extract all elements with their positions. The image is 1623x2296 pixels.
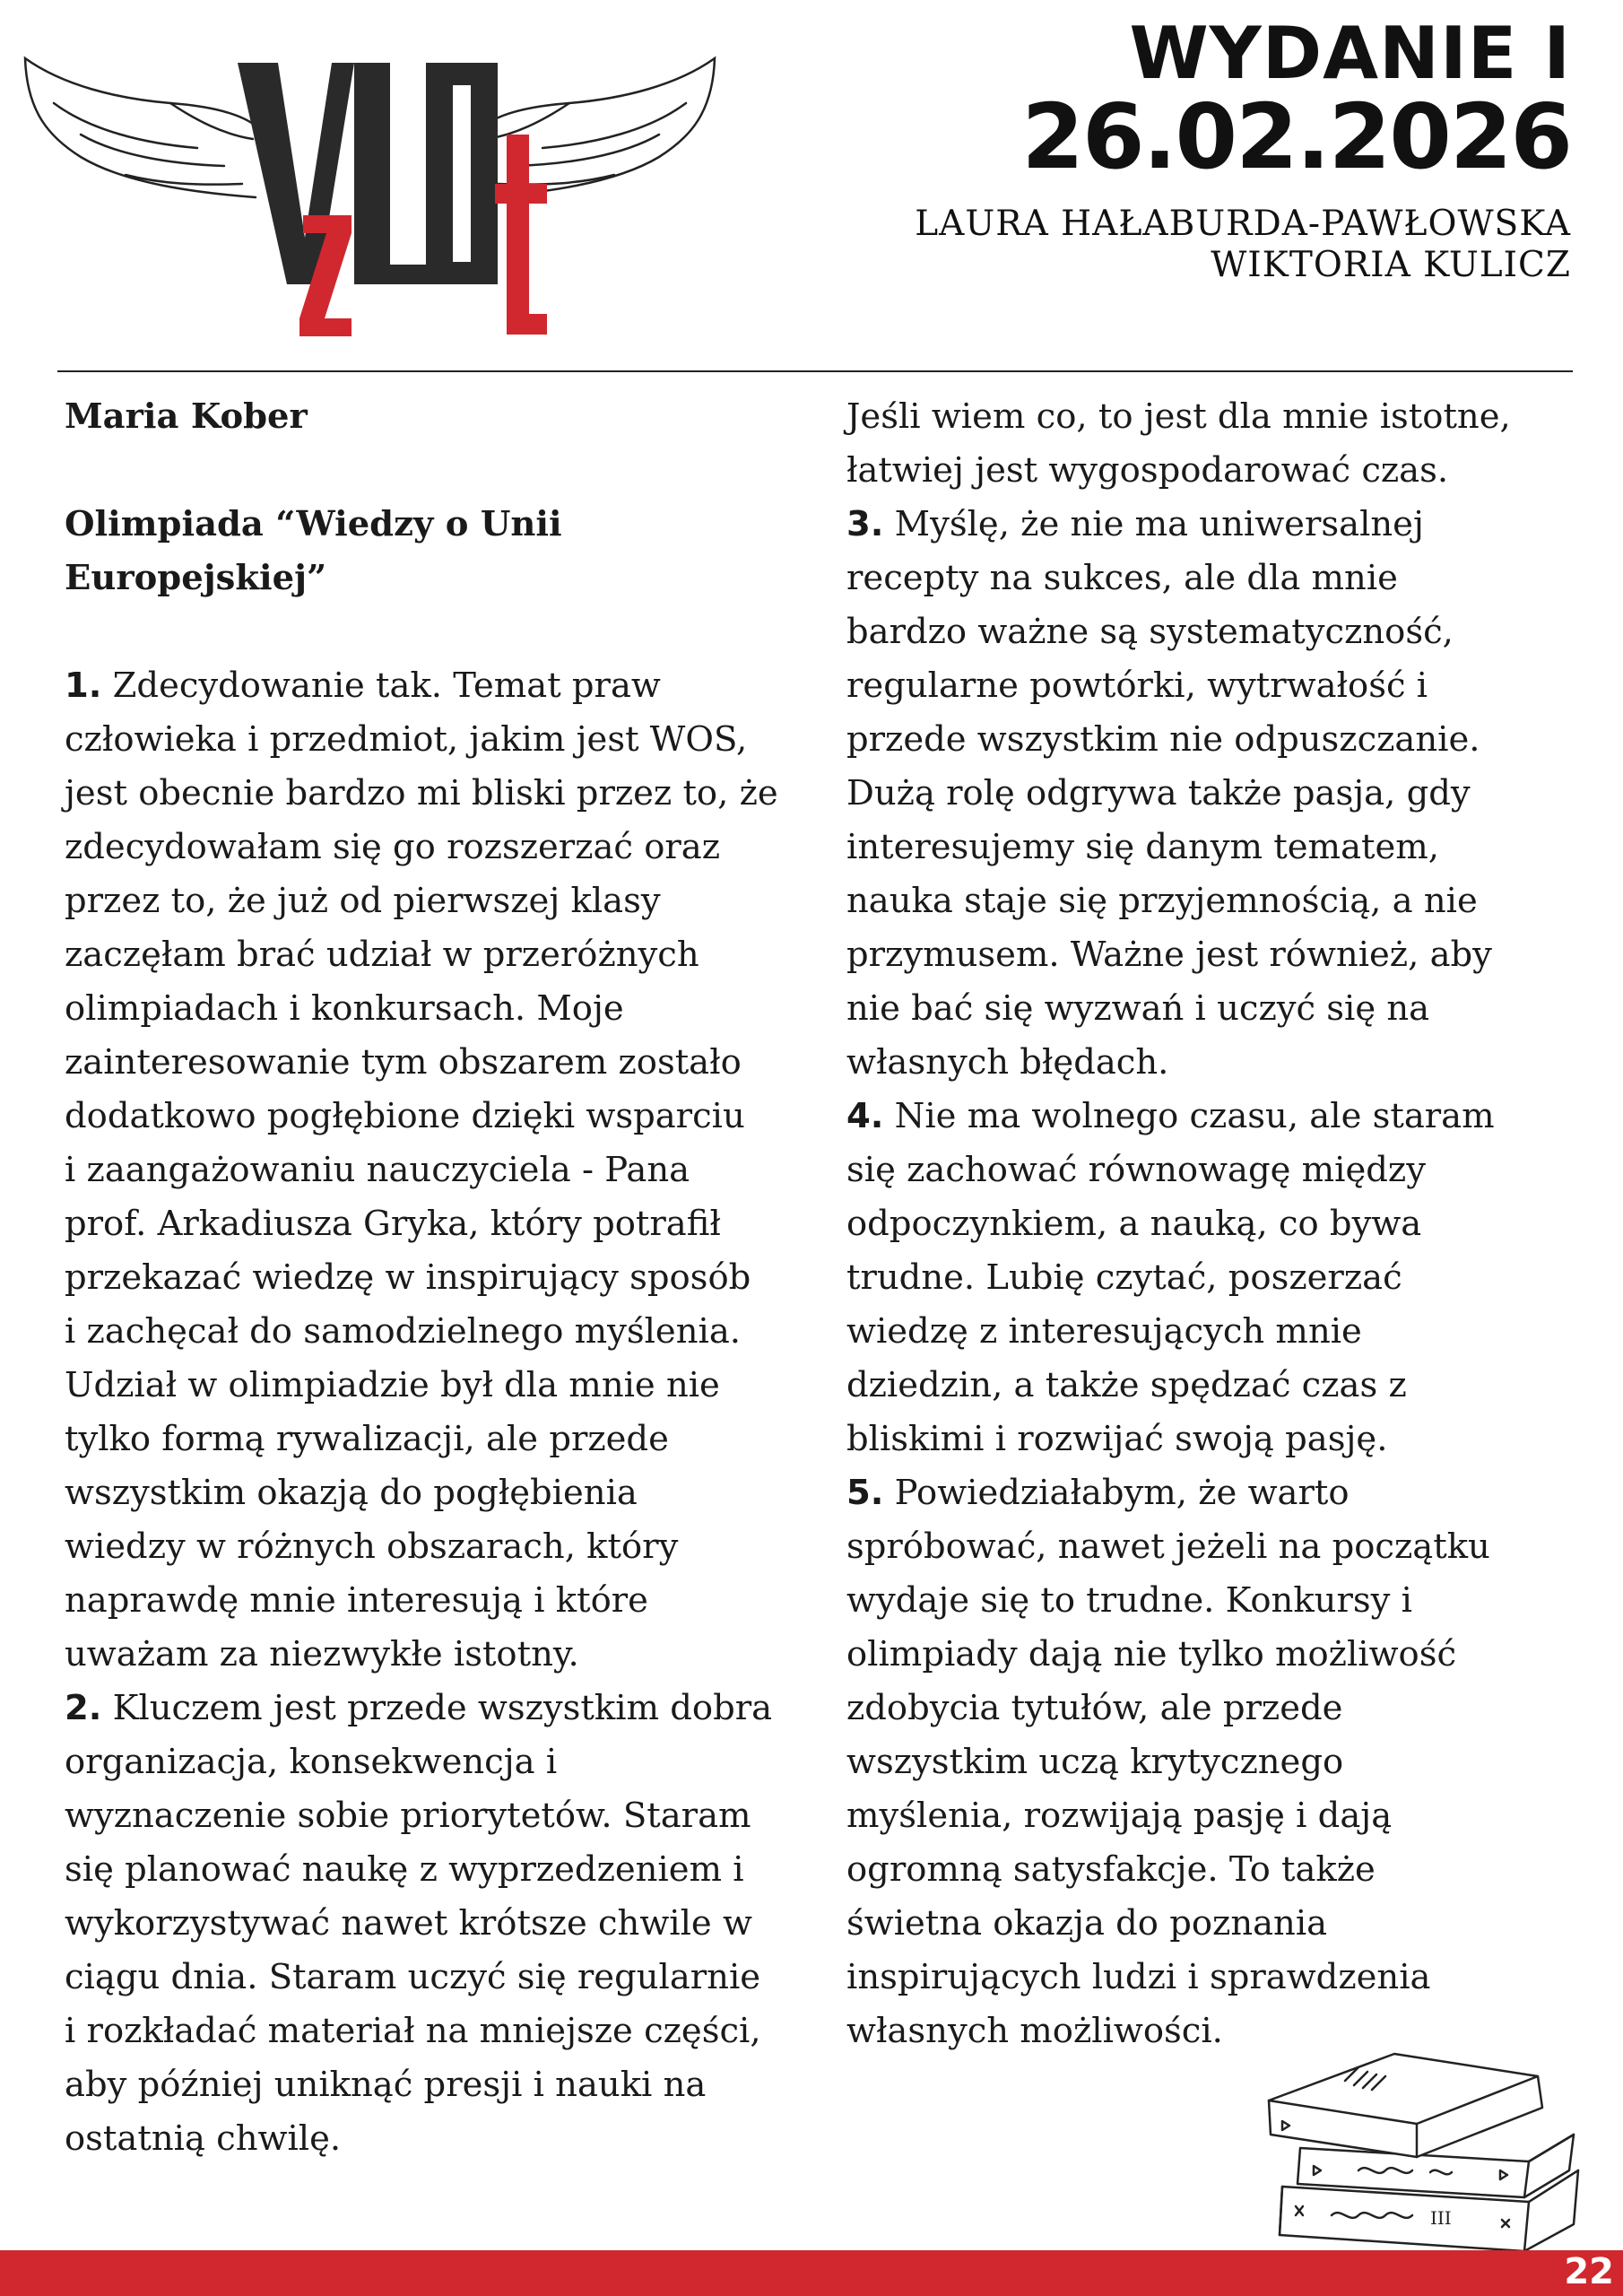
answer-1-line: dodatkowo pogłębione dzięki wsparciu [65, 1096, 745, 1136]
left-wing-icon [25, 58, 256, 197]
answer-1-line: prof. Arkadiusza Gryka, który potrafił [65, 1204, 721, 1244]
answer-3-line: przymusem. Ważne jest również, aby [846, 935, 1492, 975]
answer-3-line: bardzo ważne są systematyczność, [846, 612, 1454, 652]
answer-2-line: ostatnią chwilę. [65, 2118, 342, 2159]
answer-1-line: przekazać wiedzę w inspirujący sposób [65, 1257, 751, 1298]
answer-3-line: własnych błędach. [846, 1042, 1169, 1083]
answer-5-line: myślenia, rozwijają pasję i dają [846, 1796, 1393, 1836]
answer-3-line: regularne powtórki, wytrwałość i [846, 665, 1428, 706]
answer-2-line: organizacja, konsekwencja i [65, 1742, 558, 1782]
answer-1-line: jest obecnie bardzo mi bliski przez to, że [65, 773, 778, 813]
answer-1-line: uważam za niezwykłe istotny. [65, 1634, 579, 1674]
answer-3-line: 3. Myślę, że nie ma uniwersalnej [846, 504, 1424, 544]
answer-4-line: się zachować równowagę między [846, 1150, 1426, 1190]
answer-5-line: spróbować, nawet jeżeli na początku [846, 1526, 1490, 1567]
answer-2-line: łatwiej jest wygospodarować czas. [846, 450, 1449, 491]
answer-1-line: przez to, że już od pierwszej klasy [65, 881, 661, 921]
page-number: 22 [1564, 2251, 1614, 2292]
logo-o-shape [426, 63, 498, 284]
logo-l-shape [354, 63, 426, 284]
article-title-line: Europejskiej” [65, 558, 327, 598]
answer-3-line: recepty na sukces, ale dla mnie [846, 558, 1398, 598]
answer-2-line: wykorzystywać nawet krótsze chwile w [65, 1903, 752, 1944]
answer-number: 1. [65, 665, 102, 706]
answer-1-line: 1. Zdecydowanie tak. Temat praw [65, 665, 661, 706]
answer-3-line: interesujemy się danym tematem, [846, 827, 1440, 867]
answer-4-line: odpoczynkiem, a nauką, co bywa [846, 1204, 1422, 1244]
answer-number: 5. [846, 1473, 884, 1513]
article-column-left [65, 390, 800, 2166]
answer-number: 4. [846, 1096, 884, 1136]
answer-3-line: nie bać się wyzwań i uczyć się na [846, 988, 1430, 1029]
answer-1-line: zainteresowanie tym obszarem zostało [65, 1042, 742, 1083]
answer-1-line: naprawdę mnie interesują i które [65, 1580, 648, 1621]
answer-number: 2. [65, 1688, 102, 1728]
header-divider [57, 370, 1573, 372]
editor-name: WIKTORIA KULICZ [1211, 245, 1571, 285]
answer-1-line: i zaangażowaniu nauczyciela - Pana [65, 1150, 690, 1190]
footer-bar [0, 2250, 1623, 2296]
answer-1-line: zaczęłam brać udział w przeróżnych [65, 935, 699, 975]
answer-1-line: wiedzy w różnych obszarach, który [65, 1526, 679, 1567]
answer-1-line: zdecydowałam się go rozszerzać oraz [65, 827, 721, 867]
book-spine-mark: III [1430, 2207, 1452, 2229]
answer-5-line: inspirujących ludzi i sprawdzenia [846, 1957, 1431, 1997]
answer-number: 3. [846, 504, 884, 544]
answer-5-line: ogromną satysfakcje. To także [846, 1849, 1376, 1890]
answer-3-line: przede wszystkim nie odpuszczanie. [846, 719, 1480, 760]
answer-4-line: 4. Nie ma wolnego czasu, ale staram [846, 1096, 1495, 1136]
answer-5-line: wszystkim uczą krytycznego [846, 1742, 1344, 1782]
vzlot-logo [18, 49, 717, 336]
answer-4-line: dziedzin, a także spędzać czas z [846, 1365, 1407, 1405]
answer-5-line: własnych możliwości. [846, 2011, 1223, 2051]
answer-2-line: 2. Kluczem jest przede wszystkim dobra [65, 1688, 773, 1728]
article-column-right [846, 390, 1582, 2058]
answer-1-line: człowieka i przedmiot, jakim jest WOS, [65, 719, 748, 760]
answer-1-line: tylko formą rywalizacji, ale przede [65, 1419, 669, 1459]
answer-2-line: wyznaczenie sobie priorytetów. Staram [65, 1796, 751, 1836]
answer-5-line: świetna okazja do poznania [846, 1903, 1328, 1944]
edition-label: WYDANIE I [1129, 12, 1571, 95]
answer-4-line: wiedzę z interesujących mnie [846, 1311, 1362, 1352]
answer-2-line: Jeśli wiem co, to jest dla mnie istotne, [846, 396, 1511, 437]
answer-5-line: wydaje się to trudne. Konkursy i [846, 1580, 1412, 1621]
answer-2-line: ciągu dnia. Staram uczyć się regularnie [65, 1957, 761, 1997]
article-title-line: Olimpiada “Wiedzy o Unii [65, 504, 562, 544]
answer-5-line: olimpiady dają nie tylko możliwość [846, 1634, 1457, 1674]
answer-2-line: aby później uniknąć presji i nauki na [65, 2065, 707, 2105]
answer-1-line: i zachęcał do samodzielnego myślenia. [65, 1311, 742, 1352]
answer-1-line: wszystkim okazją do pogłębienia [65, 1473, 638, 1513]
answer-5-line: 5. Powiedziałabym, że warto [846, 1473, 1350, 1513]
answer-5-line: zdobycia tytułów, ale przede [846, 1688, 1343, 1728]
answer-4-line: trudne. Lubię czytać, poszerzać [846, 1257, 1402, 1298]
masthead-info [915, 12, 1571, 286]
article-byline: Maria Kober [65, 396, 308, 437]
editor-name: LAURA HAŁABURDA-PAWŁOWSKA [915, 204, 1571, 244]
answer-1-line: Udział w olimpiadzie był dla mnie nie [65, 1365, 720, 1405]
answer-2-line: się planować naukę z wyprzedzeniem i [65, 1849, 744, 1890]
answer-2-line: i rozkładać materiał na mniejsze części, [65, 2011, 761, 2051]
answer-1-line: olimpiadach i konkursach. Moje [65, 988, 624, 1029]
answer-3-line: Dużą rolę odgrywa także pasja, gdy [846, 773, 1471, 813]
issue-date: 26.02.2026 [1021, 84, 1571, 189]
books-stack-icon [1260, 2036, 1592, 2251]
answer-4-line: bliskimi i rozwijać swoją pasję. [846, 1419, 1388, 1459]
answer-3-line: nauka staje się przyjemnością, a nie [846, 881, 1478, 921]
